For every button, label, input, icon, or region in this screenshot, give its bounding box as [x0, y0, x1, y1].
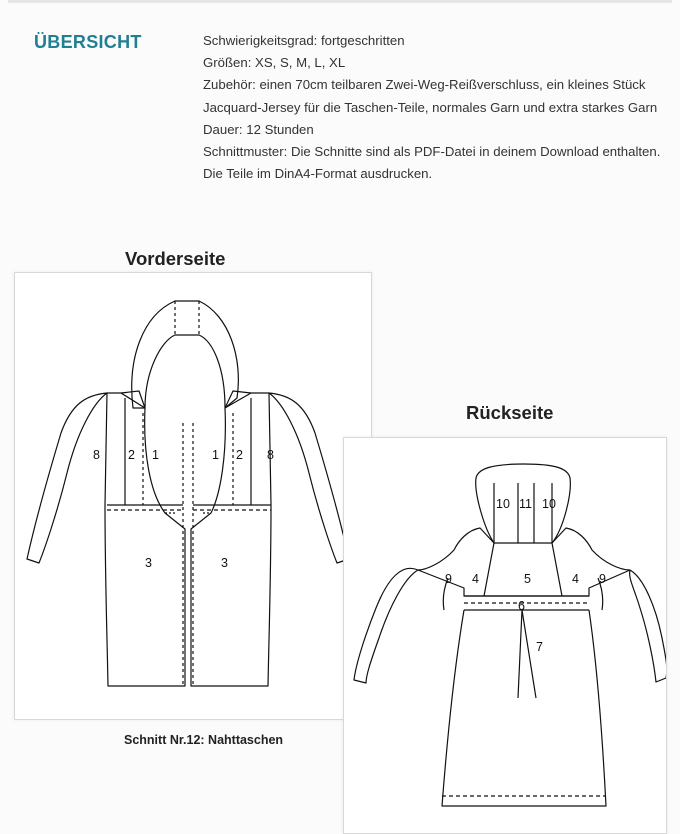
front-part-8-left: 8 — [93, 448, 100, 462]
back-part-4-right: 4 — [572, 572, 579, 586]
back-part-6: 6 — [518, 599, 525, 613]
info-sizes: Größen: XS, S, M, L, XL — [203, 55, 346, 71]
info-duration: Dauer: 12 Stunden — [203, 121, 314, 137]
front-part-8-right: 8 — [267, 448, 274, 462]
back-part-7: 7 — [536, 640, 543, 654]
front-part-3-right: 3 — [221, 556, 228, 570]
front-part-1-left: 1 — [152, 448, 159, 462]
top-divider — [8, 0, 672, 3]
back-part-5: 5 — [524, 572, 531, 586]
front-part-2-right: 2 — [236, 448, 243, 462]
info-accessories: Zubehör: einen 70cm teilbaren Zwei-Weg-Reißverschluss, ein kleines Stück Jacquard-Jersey für die Taschen-Teile, normales Garn und extra starkes Garn — [203, 77, 658, 115]
info-difficulty: Schwierigkeitsgrad: fortgeschritten — [203, 33, 405, 48]
back-coat-drawing — [344, 438, 666, 833]
info-pattern: Schnittmuster: Die Schnitte sind als PDF-Datei in deinem Download enthalten. Die Teile im DinA4-Format ausdrucken. — [203, 144, 661, 182]
pattern-caption: Schnitt Nr.12: Nahttaschen — [124, 733, 284, 747]
back-part-10-right: 10 — [542, 497, 556, 511]
back-view-panel — [343, 437, 667, 834]
front-coat-drawing — [15, 273, 371, 719]
front-view-label: Vorderseite — [125, 248, 226, 269]
front-part-2-left: 2 — [128, 448, 135, 462]
back-view-label: Rückseite — [466, 402, 554, 423]
back-part-9-left: 9 — [445, 572, 452, 586]
back-part-10-left: 10 — [496, 497, 510, 511]
info-block — [203, 30, 663, 185]
front-part-1-right: 1 — [212, 448, 219, 462]
back-part-9-right: 9 — [599, 572, 606, 586]
front-part-3-left: 3 — [145, 556, 152, 570]
front-view-panel — [14, 272, 372, 720]
back-part-4-left: 4 — [472, 572, 479, 586]
back-part-11: 11 — [519, 497, 532, 511]
section-title: ÜBERSICHT — [34, 32, 142, 52]
